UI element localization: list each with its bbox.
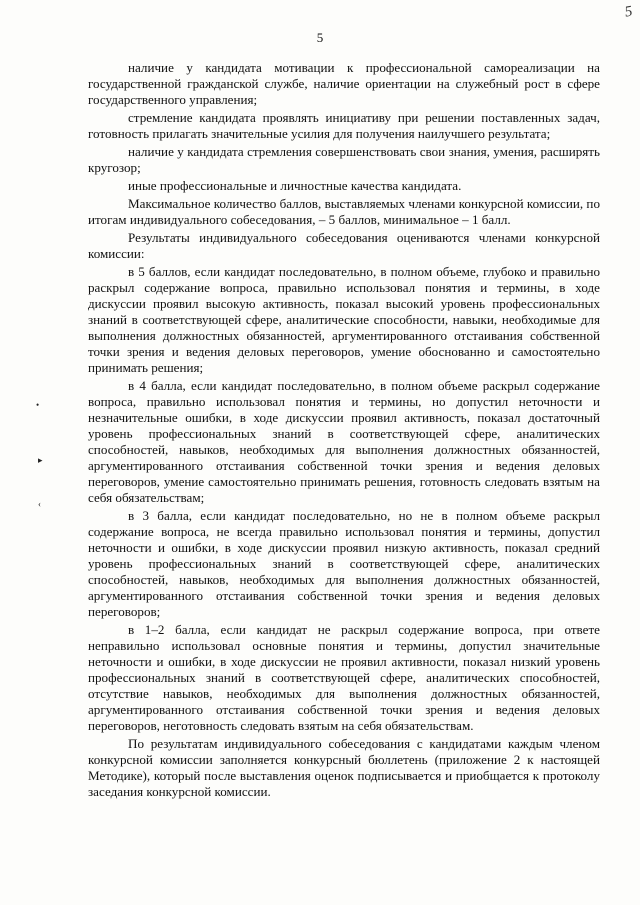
results-intro-paragraph: Результаты индивидуального собеседования оцениваются членами конкурсной комиссии: xyxy=(88,230,600,261)
page-number: 5 xyxy=(316,30,324,45)
score-4-paragraph: в 4 балла, если кандидат последовательно, в полном объеме раскрыл содержание вопроса, правильно использовал понятия и термины, но допустил неточности и незначительные ошибки, в ходе дискуссии проявил активность, показал достаточный уровень профессиональных знаний в соответствующей сфере, аналитических способностей, навыков, необходимых для выполнения должностных обязанностей, аргументированного отстаивания собственной точки зрения и ведения деловых переговоров, умение самостоятельно принимать решения, готовность следовать взятым на себя обязательствам; xyxy=(88,378,600,505)
margin-mark: ‹ xyxy=(38,499,41,509)
margin-mark: • xyxy=(36,400,40,410)
corner-handwritten-mark: 5 xyxy=(623,3,634,21)
score-3-paragraph: в 3 балла, если кандидат последовательно, но не в полном объеме раскрыл содержание вопроса, не всегда правильно использовал понятия и термины, допустил неточности и ошибки, в ходе дискуссии проявил низкую активность, показал средний уровень профессиональных знаний в соответствующей сфере, аналитических способностей, навыков, необходимых для выполнения должностных обязанностей, аргументированного отстаивания собственной точки зрения и ведения деловых переговоров; xyxy=(88,508,600,619)
ballot-paragraph: По результатам индивидуального собеседования с кандидатами каждым членом конкурсной комиссии заполняется конкурсный бюллетень (приложение 2 к настоящей Методике), который после выставления оценок подписывается и приобщается к протоколу заседания конкурсной комиссии. xyxy=(88,736,600,799)
criterion-initiative: стремление кандидата проявлять инициативу при решении поставленных задач, готовность прилагать значительные усилия для получения наилучшего результата; xyxy=(88,110,600,141)
score-1-2-paragraph: в 1–2 балла, если кандидат не раскрыл содержание вопроса, при ответе неправильно использовал основные понятия и термины, допустил значительные неточности и ошибки, в ходе дискуссии не проявил активности, показал низкий уровень профессиональных знаний в соответствующей сфере, аналитических способностей, отсутствие навыков, необходимых для выполнения должностных обязанностей, аргументированного отстаивания собственной точки зрения и ведения деловых переговоров, неготовность следовать взятым на себя обязательствам. xyxy=(88,622,600,733)
score-5-paragraph: в 5 баллов, если кандидат последовательно, в полном объеме, глубоко и правильно раскрыл содержание вопроса, правильно использовал понятия и термины, в ходе дискуссии проявил высокую активность, показал высокий уровень профессиональных знаний в соответствующей сфере, аналитические способности, навыки, необходимые для выполнения должностных обязанностей, аргументированного отстаивания собственной точки зрения и ведения деловых переговоров, умение обоснованно и самостоятельно принимать решения; xyxy=(88,264,600,375)
score-range-paragraph: Максимальное количество баллов, выставляемых членами конкурсной комиссии, по итогам индивидуального собеседования, – 5 баллов, минимальное – 1 балл. xyxy=(88,196,600,227)
criterion-motivation: наличие у кандидата мотивации к профессиональной самореализации на государственной гражданской службе, наличие ориентации на служебный рост в сфере государственного управления; xyxy=(88,60,600,107)
document-body xyxy=(88,60,600,802)
margin-mark: ▸ xyxy=(38,455,43,465)
criterion-other-qualities: иные профессиональные и личностные качества кандидата. xyxy=(128,178,462,193)
criterion-self-improvement: наличие у кандидата стремления совершенствовать свои знания, умения, расширять кругозор; xyxy=(88,144,600,175)
